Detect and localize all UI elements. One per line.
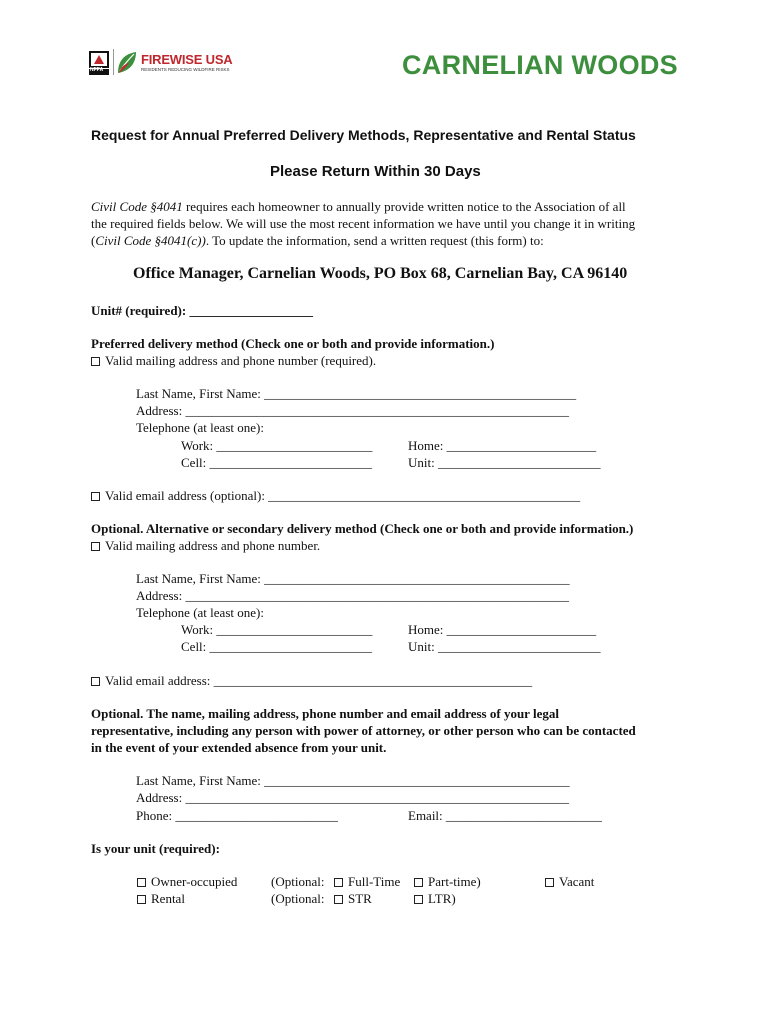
unit-field[interactable]: Unit# (required): ___________________ (91, 303, 313, 318)
checkbox[interactable] (91, 677, 100, 686)
form-title: Request for Annual Preferred Delivery Methods, Representative and Rental Status (91, 127, 636, 143)
mailing-address: Office Manager, Carnelian Woods, PO Box 68, Carnelian Bay, CA 96140 (133, 265, 628, 282)
section1-heading: Preferred delivery method (Check one or both and provide information.) (91, 336, 495, 351)
optional-label-1: (Optional: (271, 874, 325, 889)
section1-work-field[interactable]: Work: ________________________ (181, 438, 373, 453)
intro-line-1: Civil Code §4041 requires each homeowner to annually provide written notice to the Association of all (91, 199, 626, 214)
firewise-leaf-icon (116, 51, 138, 75)
checkbox[interactable] (414, 895, 423, 904)
part-time-option[interactable]: Part-time) (414, 873, 481, 890)
checkbox[interactable] (414, 878, 423, 887)
section3-address-field[interactable]: Address: ___________________________________________________________ (136, 790, 569, 805)
logo-divider (113, 49, 114, 75)
section2-heading: Optional. Alternative or secondary delivery method (Check one or both and provide information.) (91, 521, 634, 536)
section1-telephone-label: Telephone (at least one): (136, 420, 264, 435)
firewise-wordmark: FIREWISE USA (141, 52, 233, 67)
section3-phone-field[interactable]: Phone: _________________________ (136, 808, 338, 823)
section2-name-field[interactable]: Last Name, First Name: _______________________________________________ (136, 571, 570, 586)
checkbox[interactable] (91, 492, 100, 501)
section3-name-field[interactable]: Last Name, First Name: _______________________________________________ (136, 773, 570, 788)
section2-home-field[interactable]: Home: _______________________ (408, 622, 597, 637)
nfpa-logo-text: NFPA (90, 67, 104, 73)
logo-group (89, 49, 249, 77)
unit-status-heading: Is your unit (required): (91, 841, 220, 856)
str-option[interactable]: STR (334, 890, 372, 907)
civil-code-ref-2: Civil Code §4041(c)) (95, 233, 206, 248)
section3-heading-line-2: representative, including any person with power of attorney, or other person who can be contacted (91, 723, 636, 738)
checkbox[interactable] (334, 895, 343, 904)
intro-line-3: (Civil Code §4041(c)). To update the information, send a written request (this form) to: (91, 233, 544, 248)
section2-mail-option[interactable]: Valid mailing address and phone number. (91, 537, 320, 554)
optional-label-2: (Optional: (271, 891, 325, 906)
section1-address-field[interactable]: Address: ___________________________________________________________ (136, 403, 569, 418)
section1-cell-field[interactable]: Cell: _________________________ (181, 455, 373, 470)
section2-telephone-label: Telephone (at least one): (136, 605, 264, 620)
rental-option[interactable]: Rental (137, 890, 185, 907)
checkbox[interactable] (91, 357, 100, 366)
checkbox[interactable] (545, 878, 554, 887)
checkbox[interactable] (334, 878, 343, 887)
checkbox[interactable] (137, 878, 146, 887)
section1-mail-option[interactable]: Valid mailing address and phone number (required). (91, 352, 376, 369)
section1-home-field[interactable]: Home: _______________________ (408, 438, 597, 453)
section1-unit-field[interactable]: Unit: _________________________ (408, 455, 601, 470)
section3-email-field[interactable]: Email: ________________________ (408, 808, 602, 823)
section2-address-field[interactable]: Address: ___________________________________________________________ (136, 588, 569, 603)
vacant-option[interactable]: Vacant (545, 873, 594, 890)
checkbox[interactable] (91, 542, 100, 551)
checkbox[interactable] (137, 895, 146, 904)
community-name: CARNELIAN WOODS (402, 50, 678, 80)
full-time-option[interactable]: Full-Time (334, 873, 400, 890)
section2-email-option[interactable]: Valid email address: _________________________________________________ (91, 672, 532, 689)
return-notice: Please Return Within 30 Days (270, 163, 481, 180)
section3-heading-line-3: in the event of your extended absence from your unit. (91, 740, 387, 755)
intro-line-2: the required fields below. We will use the most recent information we have until you change it in writing (91, 216, 636, 231)
civil-code-ref: Civil Code §4041 (91, 199, 183, 214)
section1-name-field[interactable]: Last Name, First Name: ________________________________________________ (136, 386, 577, 401)
ltr-option[interactable]: LTR) (414, 890, 456, 907)
section3-heading-line-1: Optional. The name, mailing address, phone number and email address of your legal (91, 706, 559, 721)
section2-cell-field[interactable]: Cell: _________________________ (181, 639, 373, 654)
firewise-tagline: RESIDENTS REDUCING WILDFIRE RISKS (141, 67, 230, 72)
owner-occupied-option[interactable]: Owner-occupied (137, 873, 237, 890)
section2-work-field[interactable]: Work: ________________________ (181, 622, 373, 637)
section2-unit-field[interactable]: Unit: _________________________ (408, 639, 601, 654)
section1-email-option[interactable]: Valid email address (optional): ________________________________________________ (91, 487, 580, 504)
